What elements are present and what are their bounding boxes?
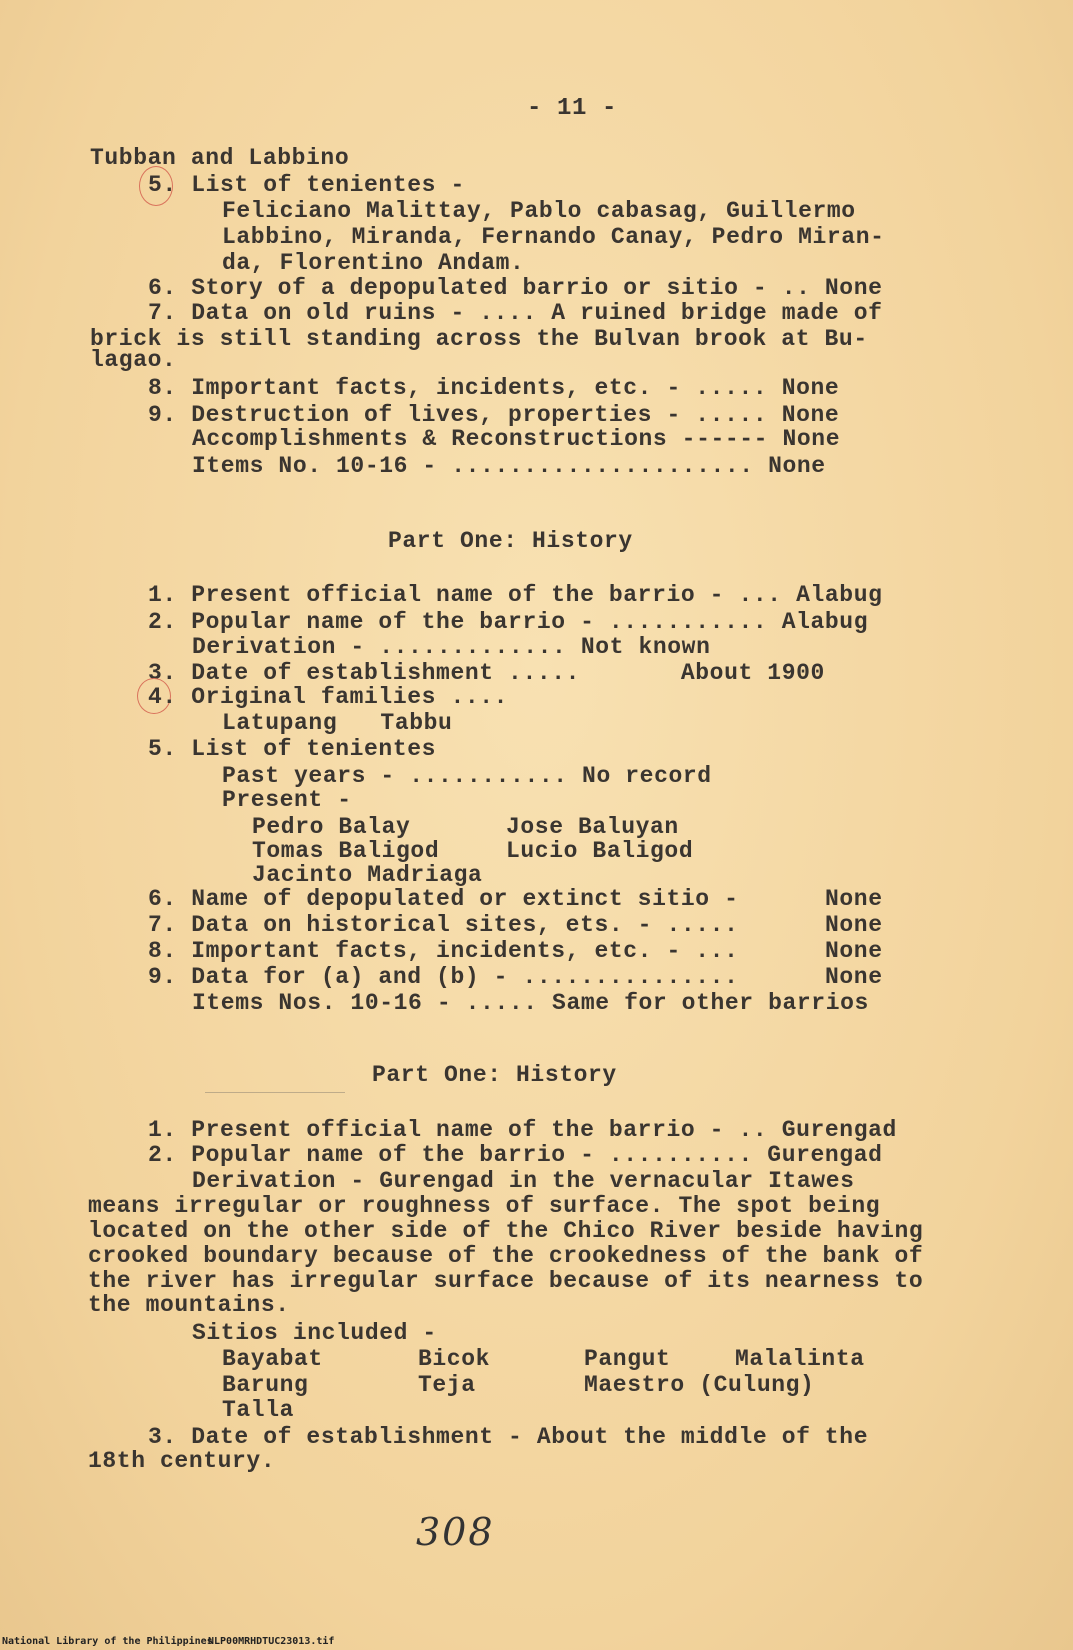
gurengad-derivation: Derivation - Gurengad in the vernacular Itawes (192, 1168, 855, 1194)
page-number: - 11 - (527, 95, 618, 122)
part-one-history-heading-1: Part One: History (388, 528, 633, 554)
sitio-name: Maestro (Culung) (584, 1372, 815, 1398)
derivation-continuation-3: crooked boundary because of the crookedness of the bank of (88, 1243, 924, 1269)
sitio-name: Talla (222, 1397, 295, 1423)
sitio-name: Barung (222, 1372, 309, 1398)
alabug-item-9: 9. Data for (a) and (b) - ............... (148, 964, 739, 990)
alabug-item-6: 6. Name of depopulated or extinct sitio - (148, 886, 739, 912)
alabug-item-5: 5. List of tenientes (148, 736, 437, 762)
item-7-answer: None (825, 912, 883, 938)
gurengad-item-2: 2. Popular name of the barrio - .......... Gurengad (148, 1142, 883, 1168)
gurengad-item-1: 1. Present official name of the barrio - .. Gurengad (148, 1117, 897, 1143)
item-9-answer: None (825, 964, 883, 990)
original-families-names: Latupang Tabbu (222, 710, 453, 736)
item-7-ruins: 7. Data on old ruins - .... A ruined bridge made of (148, 300, 883, 326)
part-one-history-heading-2: Part One: History (372, 1062, 617, 1088)
sitio-name: Malalinta (735, 1346, 865, 1372)
sitio-name: Bicok (418, 1346, 491, 1372)
tenientes-names-line-1: Feliciano Malittay, Pablo cabasag, Guillermo (222, 198, 856, 224)
teniente-name: Jacinto Madriaga (252, 862, 483, 888)
item-5-tenientes: 5. List of tenientes - (148, 172, 465, 198)
footer-file-id: NLP00MRHDTUC23013.tif (208, 1636, 335, 1647)
sitio-name: Bayabat (222, 1346, 323, 1372)
accomplishments-line: Accomplishments & Reconstructions ------ None (192, 426, 841, 452)
teniente-name: Pedro Balay (252, 814, 411, 840)
item-6-answer: None (825, 886, 883, 912)
derivation-continuation-4: the river has irregular surface because of its nearness to (88, 1268, 924, 1294)
sitio-name: Teja (418, 1372, 476, 1398)
sitio-name: Pangut (584, 1346, 671, 1372)
footer-library: National Library of the Philippines (2, 1636, 213, 1647)
item-8-answer: None (825, 938, 883, 964)
tenientes-names-line-2: Labbino, Miranda, Fernando Canay, Pedro Miran- (222, 224, 885, 250)
sitios-included-label: Sitios included - (192, 1320, 437, 1346)
teniente-name: Jose Baluyan (506, 814, 679, 840)
alabug-item-1: 1. Present official name of the barrio - ... Alabug (148, 582, 883, 608)
tenientes-names-line-3: da, Florentino Andam. (222, 250, 525, 276)
alabug-item-7: 7. Data on historical sites, ets. - ..... (148, 912, 739, 938)
derivation-continuation-5: the mountains. (88, 1292, 290, 1318)
ruins-continuation-1: brick is still standing across the Bulvan brook at Bu- (90, 326, 868, 352)
present-label: Present - (222, 787, 352, 813)
alabug-derivation: Derivation - ............. Not known (192, 634, 711, 660)
derivation-continuation-2: located on the other side of the Chico River beside having (88, 1218, 924, 1244)
section-heading-tubban: Tubban and Labbino (90, 145, 350, 171)
past-years-line: Past years - ........... No record (222, 763, 712, 789)
teniente-name: Lucio Baligod (506, 838, 694, 864)
items-10-16-line: Items No. 10-16 - ..................... None (192, 453, 826, 479)
derivation-continuation-1: means irregular or roughness of surface. The spot being (88, 1193, 881, 1219)
alabug-item-4: 4. Original families .... (148, 684, 509, 710)
alabug-item-3: 3. Date of establishment ..... About 1900 (148, 660, 825, 686)
handwritten-page-number: 308 (416, 1510, 495, 1554)
faint-rule (205, 1092, 345, 1093)
alabug-item-8: 8. Important facts, incidents, etc. - ... (148, 938, 739, 964)
alabug-item-2: 2. Popular name of the barrio - ........... Alabug (148, 609, 869, 635)
establishment-continuation: 18th century. (88, 1448, 276, 1474)
alabug-items-10-16: Items Nos. 10-16 - ..... Same for other barrios (192, 990, 869, 1016)
teniente-name: Tomas Baligod (252, 838, 440, 864)
item-8-facts: 8. Important facts, incidents, etc. - ..... None (148, 375, 840, 401)
ruins-continuation-2: lagao. (90, 347, 177, 373)
item-6-depopulated: 6. Story of a depopulated barrio or sitio - .. None (148, 275, 883, 301)
item-9-destruction: 9. Destruction of lives, properties - ..... None (148, 402, 840, 428)
gurengad-item-3: 3. Date of establishment - About the middle of the (148, 1424, 869, 1450)
